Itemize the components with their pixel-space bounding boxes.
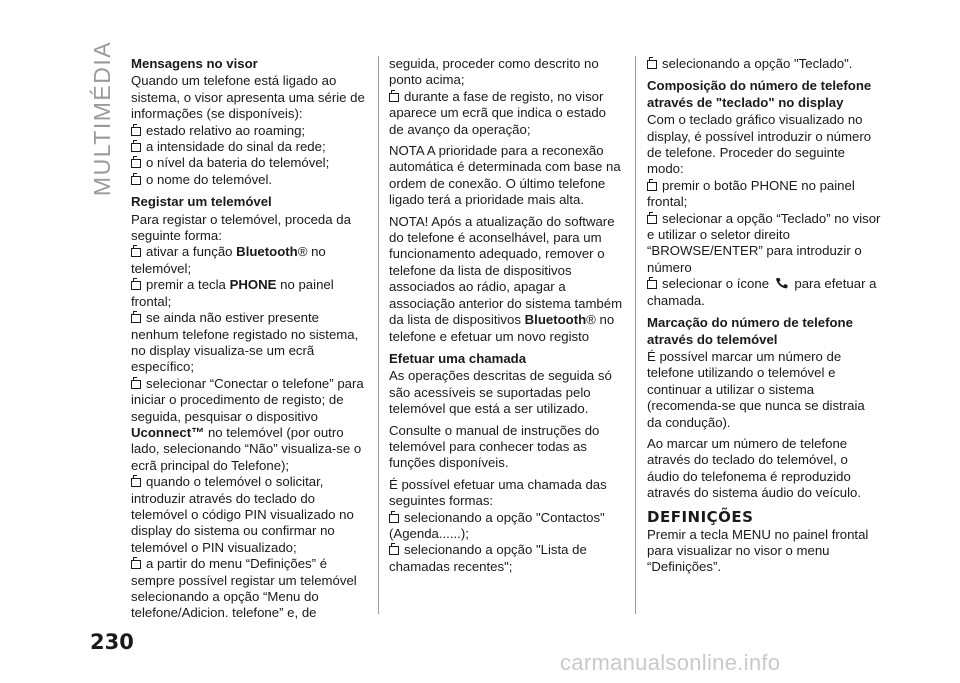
bullet-item <box>131 155 365 171</box>
bullet-text: selecionar o ícone <box>662 276 773 292</box>
bullet-icon <box>131 127 141 136</box>
bullet-icon <box>389 546 399 555</box>
bullet-text: selecionando a opção "Lista de chamadas recentes"; <box>389 542 587 574</box>
heading-composicao-numero: Composição do número de telefone através de "teclado" no display <box>647 78 872 110</box>
heading-definicoes: DEFINIÇÕES <box>647 507 754 526</box>
bullet-item <box>647 211 881 277</box>
heading-marcacao-numero: Marcação do número de telefone através do telemóvel <box>647 315 853 347</box>
bullet-text: se ainda não estiver presente nenhum telefone registado no sistema, no display visualiza-se um ecrã específico; <box>131 310 359 375</box>
bullet-icon <box>131 159 141 168</box>
bullet-text: quando o telemóvel o solicitar, introduzir através do teclado do telemóvel o código PIN visualizado no display do sistema ou confirmar no telemóvel o PIN visualizado; <box>131 474 354 555</box>
bullet-text: o nome do telemóvel. <box>146 171 273 187</box>
section-title-vertical <box>86 40 120 196</box>
paragraph: Ao marcar um número de telefone através do teclado do telemóvel, o áudio do telefonema é reproduzido através do sistema áudio do veículo. <box>647 435 862 501</box>
bullet-item <box>131 172 365 188</box>
bullet-icon <box>647 182 657 191</box>
bullet-text: no painel frontal; <box>131 277 334 309</box>
paragraph: Quando um telefone está ligado ao sistema, o visor apresenta uma série de informações (se disponíveis): <box>131 73 365 122</box>
section-title-text: MULTIMÉDIA <box>89 40 116 196</box>
bullet-text: ® no telemóvel; <box>131 244 326 276</box>
bullet-text: durante a fase de registo, no visor aparece um ecrã que indica o estado de avanço da operação; <box>389 88 607 137</box>
bullet-item <box>131 310 365 376</box>
bullet-icon <box>131 176 141 185</box>
bullet-item <box>131 474 365 556</box>
bullet-text: selecionar a opção “Teclado” no visor e utilizar o seletor direito “BROWSE/ENTER” para introduzir o número <box>647 210 881 275</box>
bold-term: Bluetooth <box>236 244 298 260</box>
paragraph: É possível marcar um número de telefone utilizando o telemóvel e continuar a utilizar o sistema (recomenda-se que nunca se distraia da condução). <box>647 348 865 430</box>
bold-term: PHONE <box>229 277 277 293</box>
bullet-text: selecionar “Conectar o telefone” para iniciar o procedimento de registo; de seguida, pesquisar o dispositivo <box>131 375 364 424</box>
bullet-item <box>131 277 365 310</box>
bullet-text: no telemóvel (por outro lado, selecionando “Não” visualiza-se o ecrã principal do Telefone); <box>131 424 362 473</box>
bullet-text: selecionando a opção "Teclado". <box>662 56 853 71</box>
paragraph: As operações descritas de seguida só são acessíveis se suportadas pelo telemóvel que está a ser utilizado. <box>389 368 612 417</box>
bullet-icon <box>131 248 141 257</box>
bullet-icon <box>131 281 141 290</box>
paragraph: Com o teclado gráfico visualizado no display, é possível introduzir o número de telefone. Proceder do seguinte modo: <box>647 112 872 177</box>
column-1 <box>131 56 365 622</box>
bullet-text: premir o botão PHONE no painel frontal; <box>647 177 855 210</box>
phone-handset-icon <box>775 277 789 289</box>
bullet-text: estado relativo ao roaming; <box>146 122 306 138</box>
column-divider-2 <box>635 56 636 614</box>
bullet-item <box>389 542 623 575</box>
bullet-text: premir a tecla <box>146 277 230 293</box>
paragraph: seguida, proceder como descrito no ponto acima; <box>389 56 599 88</box>
bullet-text: selecionando a opção "Contactos" (Agenda......); <box>389 509 605 541</box>
bullet-icon <box>131 478 141 487</box>
paragraph: Premir a tecla MENU no painel frontal para visualizar no visor o menu “Definições”. <box>647 526 869 575</box>
bullet-icon <box>647 60 657 69</box>
note-paragraph: NOTA A prioridade para a reconexão automática é determinada com base na ordem de conexão. O último telefone ligado terá a prioridade mais alta. <box>389 143 621 208</box>
bullet-item <box>131 139 365 155</box>
bullet-item <box>647 56 881 72</box>
bullet-item <box>647 178 881 211</box>
bullet-text: a partir do menu “Definições” é sempre possível registar um telemóvel selecionando a opção “Menu do telefone/Adicion. telefone” e, de <box>131 556 357 621</box>
bullet-text: o nível da bateria do telemóvel; <box>146 155 330 171</box>
paragraph: É possível efetuar uma chamada das seguintes formas: <box>389 476 607 509</box>
bold-term: Bluetooth <box>524 312 587 328</box>
bullet-icon <box>131 560 141 569</box>
bullet-item <box>131 376 365 474</box>
bullet-text: para efetuar a chamada. <box>647 276 877 308</box>
heading-efetuar-chamada: Efetuar uma chamada <box>389 350 527 366</box>
watermark: carmanualsonline.info <box>560 650 781 675</box>
bullet-item <box>389 510 623 543</box>
bullet-item <box>389 89 623 138</box>
bullet-item <box>131 244 365 277</box>
heading-mensagens-no-visor: Mensagens no visor <box>131 56 258 71</box>
page-number: 230 <box>90 630 134 654</box>
column-3 <box>647 56 881 581</box>
bullet-icon <box>131 380 141 389</box>
bullet-item <box>131 556 365 622</box>
note-paragraph <box>389 214 623 345</box>
column-2 <box>389 56 623 575</box>
bullet-item <box>647 276 881 309</box>
heading-registar-telemovel: Registar um telemóvel <box>131 194 272 210</box>
bullet-icon <box>389 93 399 102</box>
bullet-text: a intensidade do sinal da rede; <box>146 139 326 155</box>
bullet-icon <box>647 280 657 289</box>
bullet-text: ativar a função <box>146 244 237 260</box>
note-text: ® no telefone e efetuar um novo registo <box>389 312 615 344</box>
bold-term: Uconnect™ <box>131 424 205 440</box>
bullet-icon <box>131 314 141 323</box>
note-text: NOTA! Após a atualização do software do telefone é aconselhável, para um funcionamento adequado, remover o telefone da lista de dispositivos associados ao rádio, apagar a associação anterior do sistema também da lista de dispositivos <box>389 213 623 328</box>
bullet-icon <box>131 143 141 152</box>
bullet-icon <box>647 215 657 224</box>
paragraph: Para registar o telemóvel, proceda da seguinte forma: <box>131 211 351 244</box>
bullet-item <box>131 123 365 139</box>
bullet-icon <box>389 514 399 523</box>
paragraph: Consulte o manual de instruções do telemóvel para conhecer todas as funções disponíveis. <box>389 422 600 471</box>
column-divider-1 <box>378 56 379 614</box>
